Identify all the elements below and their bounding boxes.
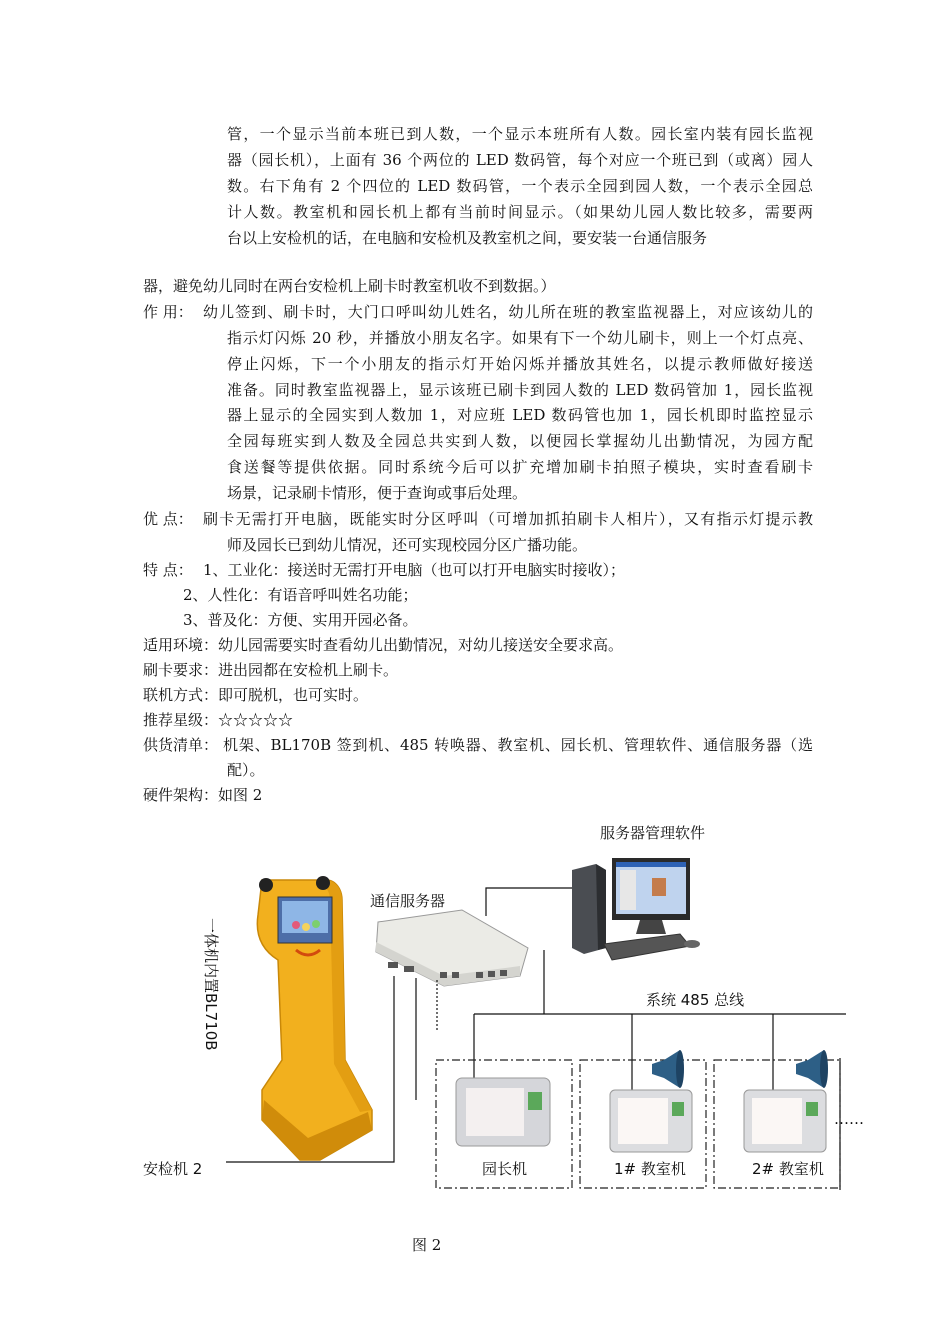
text-line: 器上显示的全园实到人数加 1，对应班 LED 数码管也加 1，园长机即时监控显示 bbox=[227, 406, 813, 424]
text-line: 管，一个显示当前本班已到人数，一个显示本班所有人数。园长室内装有园长监视 bbox=[227, 125, 813, 143]
line-server-to-pc bbox=[486, 888, 572, 916]
bus-label: 系统 485 总线 bbox=[646, 991, 745, 1009]
speaker-icon bbox=[796, 1050, 828, 1088]
checker-label: 安检机 2 bbox=[143, 1160, 203, 1178]
rating-label: 推荐星级： bbox=[143, 711, 219, 729]
text-line: 食送餐等提供依据。同时系统今后可以扩充增加刷卡拍照子模块，实时查看刷卡 bbox=[227, 458, 813, 476]
text-line: 准备。同时教室监视器上，显示该班已刷卡到园人数的 LED 数码管加 1，园长监视 bbox=[227, 381, 813, 399]
text-line: 数。右下角有 2 个四位的 LED 数码管，一个表示全园到园人数，一个表示全园总 bbox=[227, 177, 813, 195]
class1-monitor bbox=[610, 1090, 692, 1152]
computer-illustration bbox=[572, 858, 700, 960]
text-line: 配）。 bbox=[227, 761, 265, 779]
director-monitor bbox=[456, 1078, 550, 1146]
hardware-label: 硬件架构： bbox=[143, 786, 219, 804]
class1-label: 1# 教室机 bbox=[614, 1160, 686, 1178]
card-requirement-label: 刷卡要求： bbox=[143, 661, 219, 679]
figure-caption: 图 2 bbox=[412, 1236, 442, 1254]
more-devices-dots: …… bbox=[834, 1110, 864, 1128]
text-line: 刷卡无需打开电脑，既能实时分区呼叫（可增加抓拍刷卡人相片），又有指示灯提示教 bbox=[203, 510, 813, 528]
server-software-label: 服务器管理软件 bbox=[600, 824, 706, 842]
text-line: 师及园长已到幼儿情况，还可实现校园分区广播功能。 bbox=[227, 536, 588, 554]
features-label: 特 点： bbox=[143, 561, 193, 579]
feature-item: 1、工业化：接送时无需打开电脑（也可以打开电脑实时接收）； bbox=[203, 561, 626, 579]
class2-label: 2# 教室机 bbox=[752, 1160, 824, 1178]
text-line: 幼儿签到、刷卡时，大门口呼叫幼儿姓名，幼儿所在班的教室监视器上，对应该幼儿的 bbox=[203, 303, 813, 321]
speaker-icon bbox=[652, 1050, 684, 1088]
environment-label: 适用环境： bbox=[143, 636, 219, 654]
text-line: 计人数。教室机和园长机上都有当前时间显示。（如果幼儿园人数比较多，需要两 bbox=[227, 203, 813, 221]
text-line: 器，避免幼儿同时在两台安检机上刷卡时教室机收不到数据。） bbox=[143, 277, 556, 295]
connection-label: 联机方式： bbox=[143, 686, 219, 704]
advantage-label: 优 点： bbox=[143, 510, 193, 528]
hardware-value: 如图 2 bbox=[218, 786, 263, 804]
card-requirement-value: 进出园都在安检机上刷卡。 bbox=[218, 661, 399, 679]
text-line: 全园每班实到人数及全园总共实到人数，以便园长掌握幼儿出勤情况，为园方配 bbox=[227, 432, 813, 450]
feature-item: 3、普及化：方便、实用开园必备。 bbox=[183, 611, 418, 629]
function-label: 作 用： bbox=[143, 303, 193, 321]
kiosk-vertical-label: 一体机内置BL710B bbox=[202, 918, 220, 1051]
comm-server-label: 通信服务器 bbox=[370, 892, 446, 910]
environment-value: 幼儿园需要实时查看幼儿出勤情况，对幼儿接送安全要求高。 bbox=[218, 636, 624, 654]
text-line: 台以上安检机的话，在电脑和安检机及教室机之间，要安装一台通信服务 bbox=[227, 229, 708, 247]
kiosk-illustration bbox=[257, 876, 372, 1160]
supply-label: 供货清单： bbox=[143, 736, 219, 754]
text-line: 器（园长机），上面有 36 个两位的 LED 数码管，每个对应一个班已到（或离）园人 bbox=[227, 151, 813, 169]
text-line: 场景，记录刷卡情形，便于查询或事后处理。 bbox=[227, 484, 528, 502]
feature-item: 2、人性化：有语音呼叫姓名功能； bbox=[183, 586, 418, 604]
rating-stars: ☆☆☆☆☆ bbox=[218, 711, 294, 729]
text-line: 停止闪烁，下一个小朋友的指示灯开始闪烁并播放其姓名，以提示教师做好接送 bbox=[227, 355, 813, 373]
director-label: 园长机 bbox=[482, 1160, 528, 1178]
text-line: 指示灯闪烁 20 秒，并播放小朋友名字。如果有下一个幼儿刷卡，则上一个灯点亮、 bbox=[227, 329, 813, 347]
connection-value: 即可脱机，也可实时。 bbox=[218, 686, 369, 704]
text-line: 机架、BL170B 签到机、485 转唤器、教室机、园长机、管理软件、通信服务器（选 bbox=[223, 736, 813, 754]
comm-server-illustration bbox=[376, 910, 528, 986]
class2-monitor bbox=[744, 1090, 826, 1152]
